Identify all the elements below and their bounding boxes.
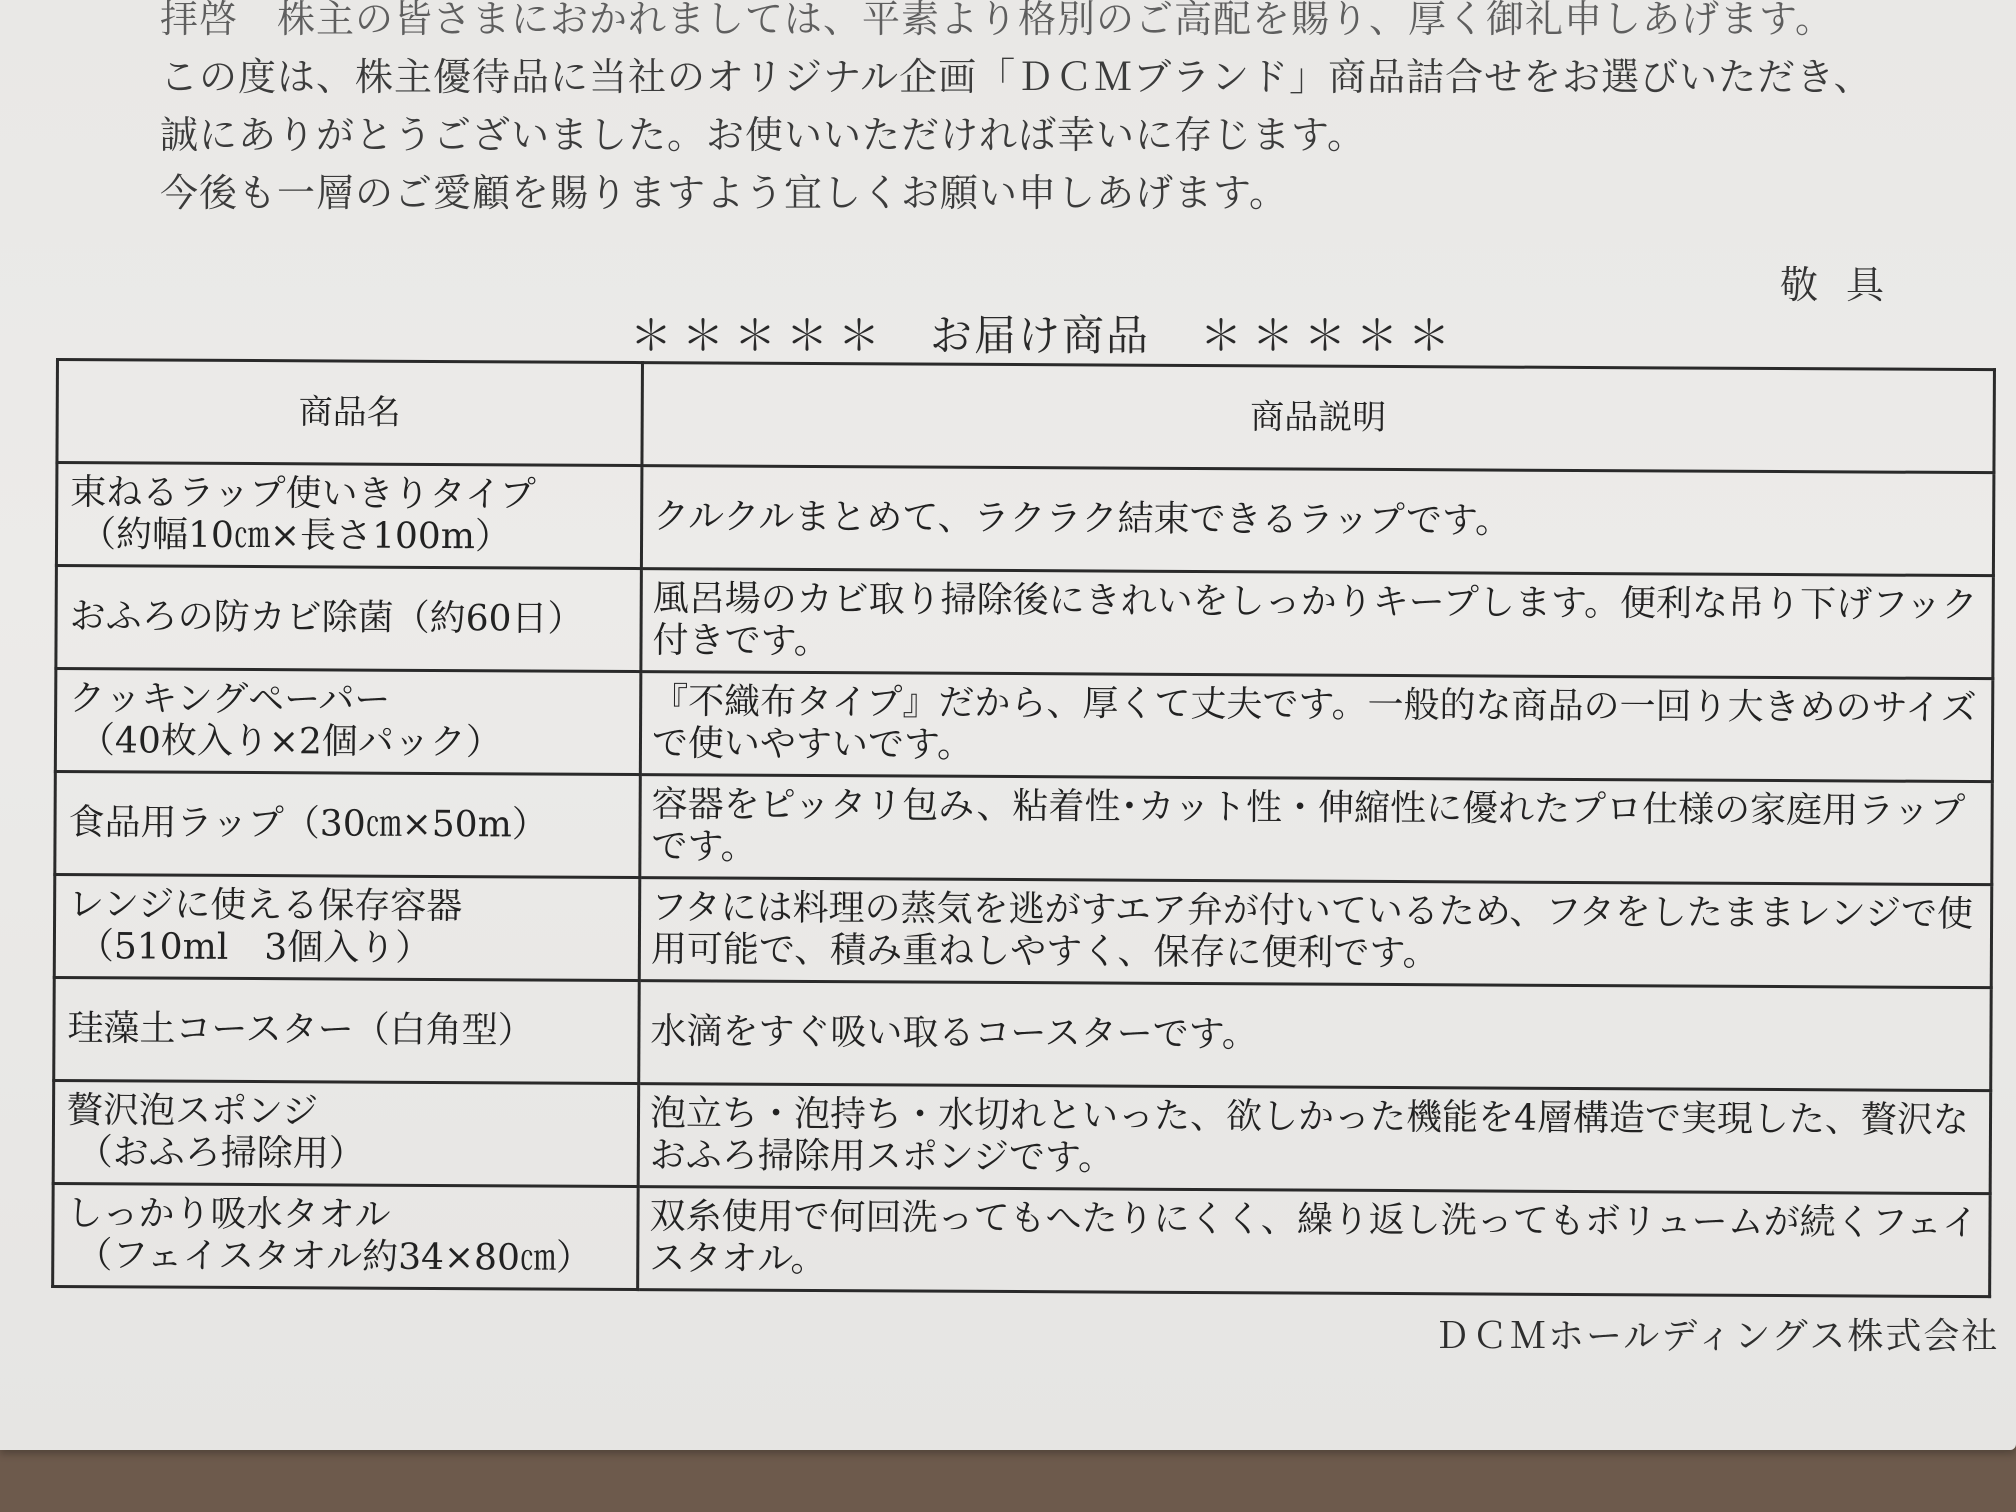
product-name: 贅沢泡スポンジ [66,1090,319,1133]
product-description: 容器をピッタリ包み、粘着性･カット性・伸縮性に優れたプロ仕様の家庭用ラップです。 [640,775,1993,885]
product-spec: （フェイスタオル約34×80㎝） [76,1235,593,1279]
product-description: 水滴をすぐ吸い取るコースターです。 [639,981,1992,1091]
product-name-cell [53,1183,639,1289]
product-description: クルクルまとめて、ラクラク結束できるラップです。 [641,466,1994,576]
product-name: 食品用ラップ（30㎝×50m） [68,802,548,846]
product-name-cell [55,669,641,775]
product-name-cell [54,977,640,1083]
product-spec: （約幅10㎝×長さ100m） [79,514,512,558]
product-name: レンジに使える保存容器 [68,884,463,928]
table-row [56,463,1994,576]
letter-line: この度は、株主優待品に当社のオリジナル企画「ＤＣＭブランド」商品詰合せをお選びいただき、 [160,55,1873,99]
heading-stars-right: ＊＊＊＊＊ [1200,311,1461,360]
product-name-cell [54,875,640,981]
product-name: 束ねるラップ使いきりタイプ [70,472,536,516]
products-heading [630,303,1460,363]
product-name: しっかり吸水タオル [66,1193,391,1236]
product-spec: （40枚入り×2個パック） [78,720,502,764]
letter-body [160,0,1960,222]
products-table [51,358,1996,1298]
product-description: 双糸使用で何回洗ってもへたりにくく、繰り返し洗ってもボリュームが続くフェイスタオル。 [638,1187,1991,1297]
product-name: おふろの防カビ除菌（約60日） [69,596,584,640]
product-name: クッキングペーパー [69,678,391,721]
heading-title: お届け商品 [930,311,1151,360]
heading-stars-left: ＊＊＊＊＊ [630,311,891,360]
table-row [53,1080,1991,1193]
table-row [55,669,1993,782]
table-row [55,772,1993,885]
header-product-name: 商品名 [57,360,643,466]
product-description: 『不織布タイプ』だから、厚くて丈夫です。一般的な商品の一回り大きめのサイズで使いやすいです。 [640,672,1993,782]
product-spec: （510ml 3個入り） [77,926,432,969]
header-product-description: 商品説明 [642,363,1995,473]
table-row [56,566,1994,679]
product-name: 珪藻土コースター（白角型） [67,1008,534,1052]
letter-line: 今後も一層のご愛顧を賜りますよう宜しくお願い申しあげます。 [160,171,1288,215]
letter-line: 誠にありがとうございました。お使いいただければ幸いに存じます。 [160,113,1366,157]
closing-salutation: 敬具 [1780,263,1913,307]
letter-line: 拝啓 株主の皆さまにおかれましては、平素より格別のご高配を賜り、厚く御礼申しあげます。 [160,0,1834,41]
table-row [54,875,1992,988]
product-description: フタには料理の蒸気を逃がすエア弁が付いているため、フタをしたままレンジで使用可能で、積み重ねしやすく、保存に便利です。 [639,878,1992,988]
table-header-row [57,360,1995,473]
table-row [54,977,1992,1090]
product-description: 泡立ち・泡持ち・水切れといった、欲しかった機能を4層構造で実現した、贅沢なおふろ掃除用スポンジです。 [638,1084,1991,1194]
company-name: ＤＣＭホールディングス株式会社 [1434,1316,2000,1357]
product-name-cell [56,463,642,569]
product-description: 風呂場のカビ取り掃除後にきれいをしっかりキープします。便利な吊り下げフック付きです。 [641,569,1994,679]
product-name-cell [55,772,641,878]
product-spec: （おふろ掃除用） [76,1132,365,1175]
product-name-cell [53,1080,639,1186]
product-name-cell [56,566,642,672]
table-row [53,1183,1991,1296]
